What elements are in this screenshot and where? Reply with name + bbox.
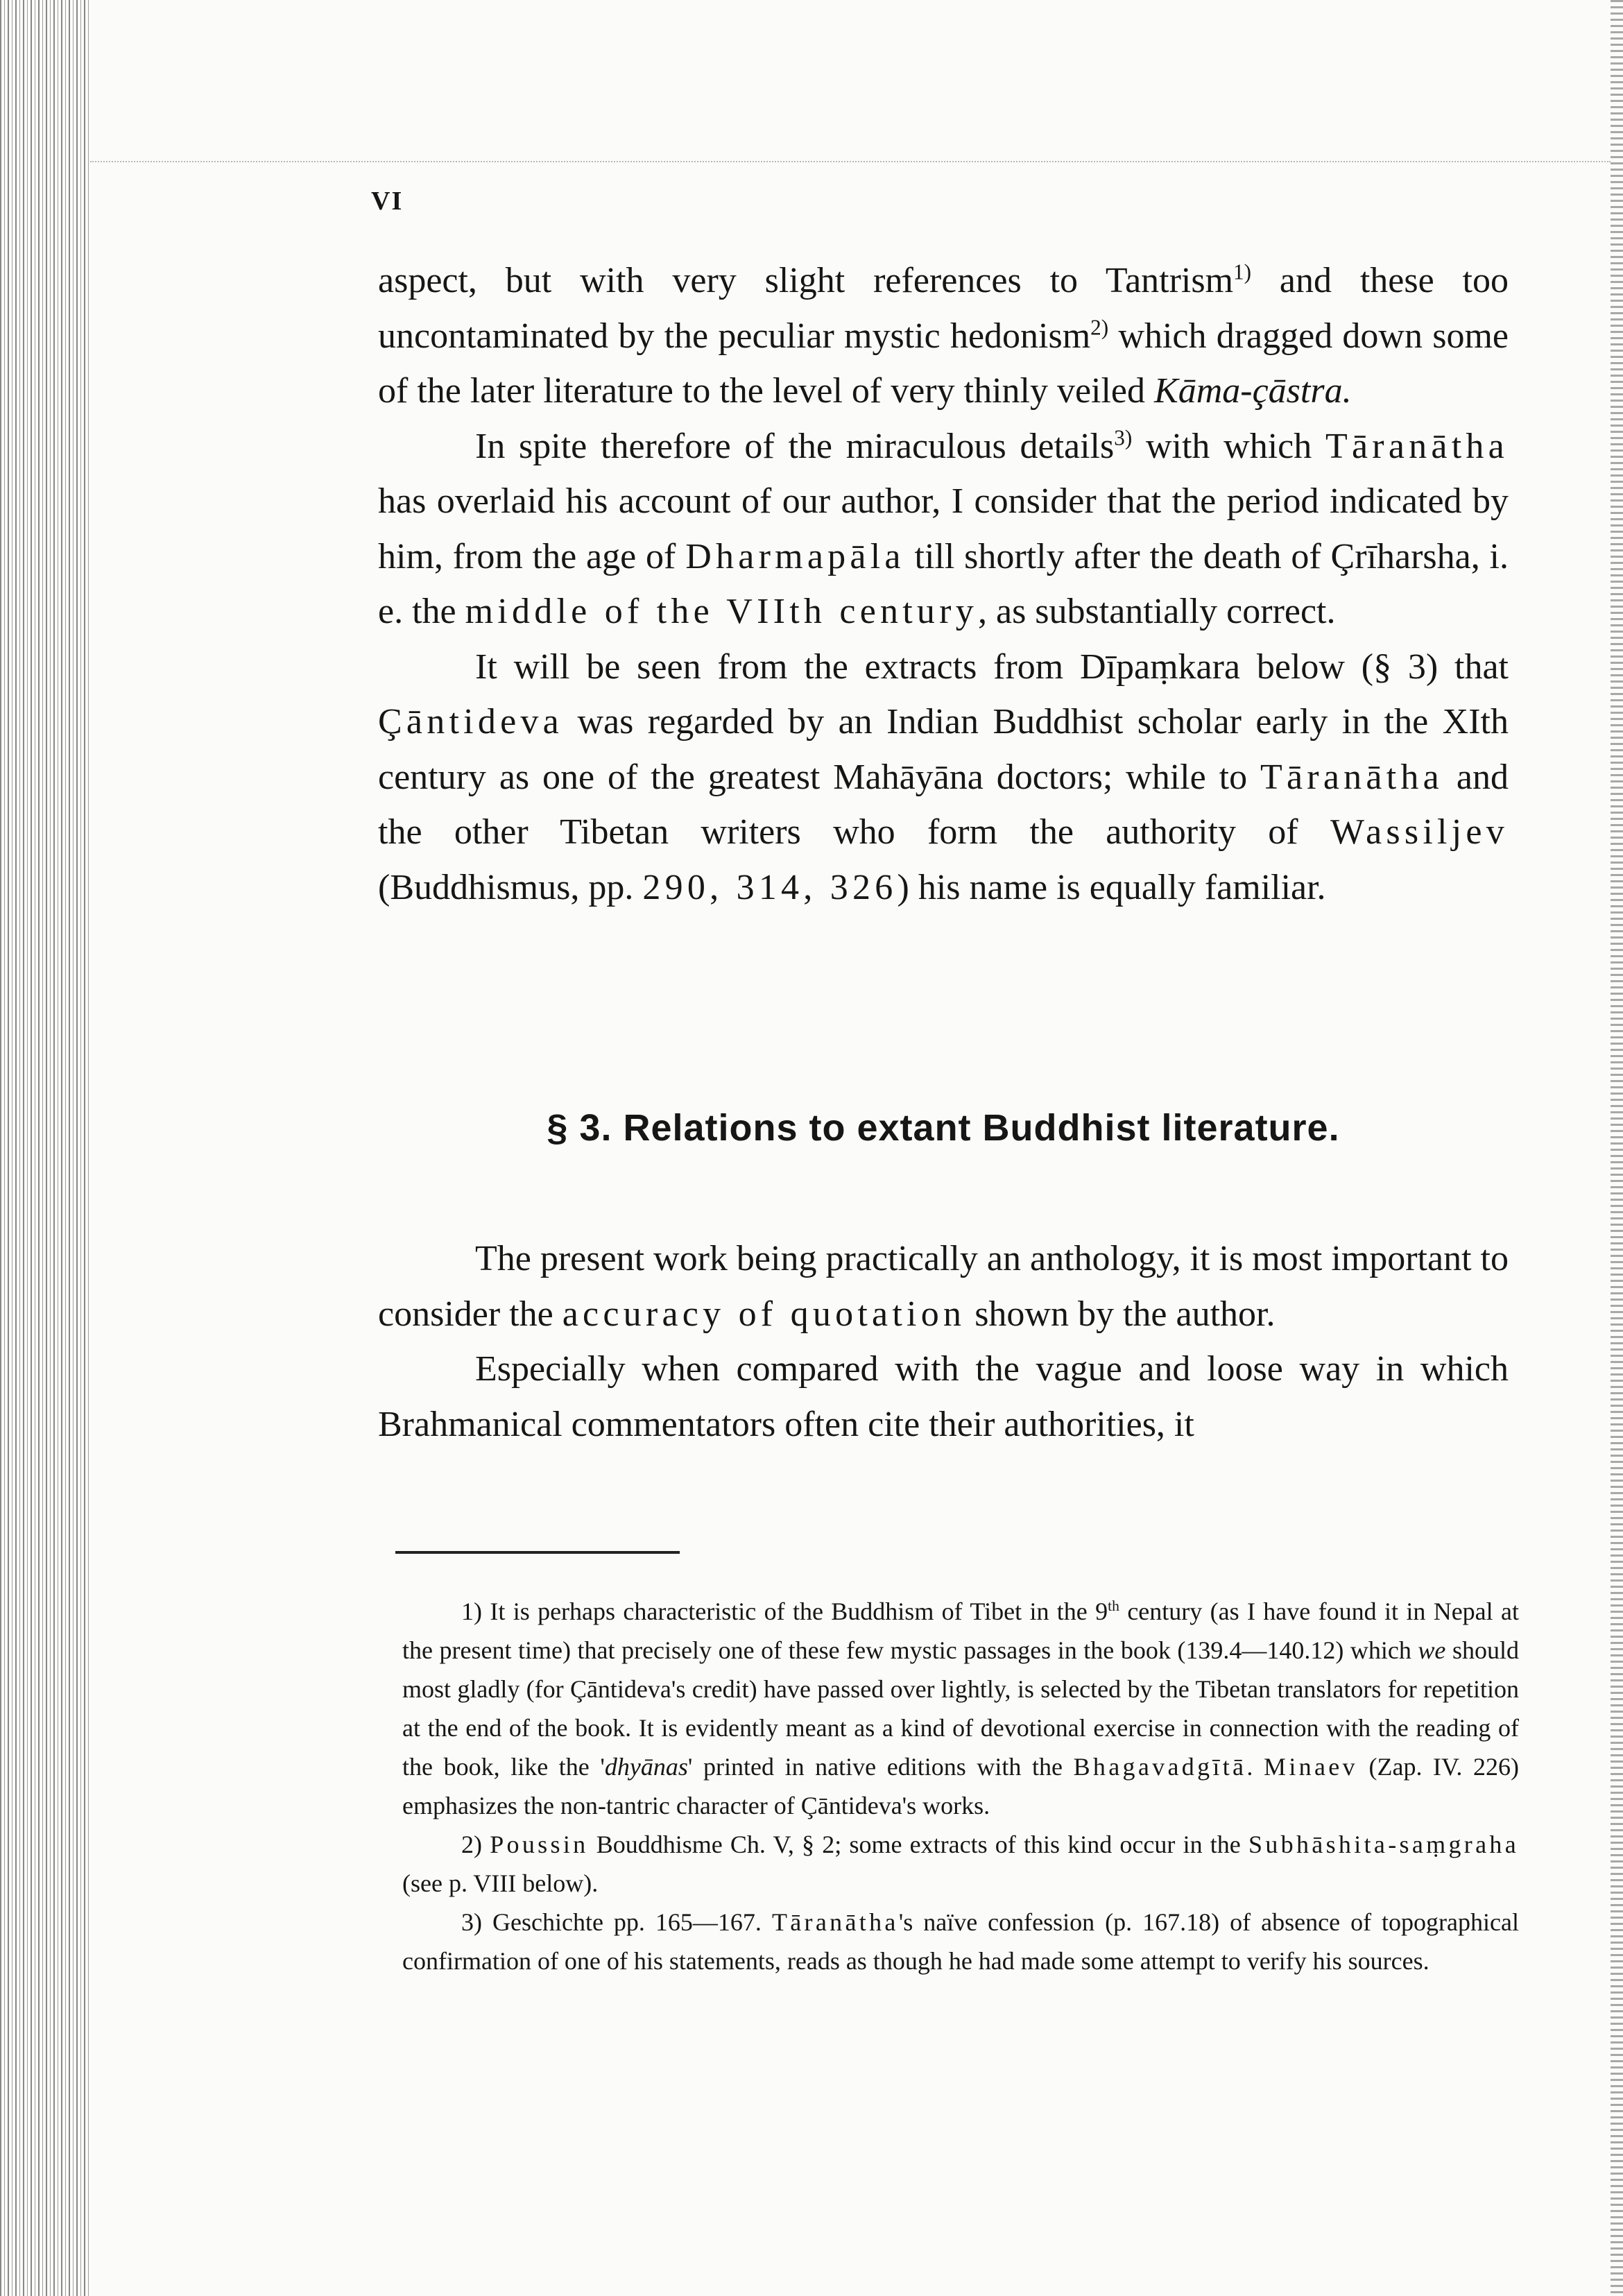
scan-margin-line bbox=[90, 161, 1611, 162]
footnote-1: 1) It is perhaps characteristic of the Buddhism of Tibet in the 9th century (as I have found it in Nepal at the present time) that precisely one of these few mystic passages in the book (139.4—140.12) which we should most gladly (for Çāntideva's credit) have passed over lightly, is selected by the Tibetan translators for repetition at the end of the book. It is evidently meant as a kind of devotional exercise in connection with the reading of the book, like the 'dhyānas' printed in native editions with the Bhagavadgītā. Minaev (Zap. IV. 226) emphasizes the non-tantric character of Çāntideva's works. bbox=[402, 1597, 1520, 1819]
footnote-separator bbox=[395, 1551, 680, 1554]
paragraph-3: It will be seen from the extracts from Dīpaṃkara below (§ 3) that Çāntideva was regarded by an Indian Buddhist scholar early in the XIth century as one of the greatest Mahāyāna doctors; while to Tāranātha and the other Tibetan writers who form the authority of Wassiljev (Buddhismus, pp. 290, 314, 326) his name is equally familiar. bbox=[378, 646, 1509, 907]
footnote-ref-3[interactable]: 3) bbox=[1114, 425, 1133, 450]
footnote-3: 3) Geschichte pp. 165—167. Tāranātha's naïve confession (p. 167.18) of absence of topographical confirmation of one of his statements, reads as though he had made some attempt to verify his sources. bbox=[402, 1908, 1519, 1975]
footnote-ref-2[interactable]: 2) bbox=[1090, 315, 1109, 340]
body-text-upper bbox=[378, 253, 1509, 915]
footnotes bbox=[402, 1592, 1519, 1980]
paragraph-5: Especially when compared with the vague and loose way in which Brahmanical commentators often cite their authorities, it bbox=[378, 1349, 1509, 1444]
page-number: VI bbox=[371, 187, 404, 216]
paragraph-4: The present work being practically an anthology, it is most important to consider the accuracy of quotation shown by the author. bbox=[378, 1239, 1509, 1334]
footnote-2: 2) Poussin Bouddhisme Ch. V, § 2; some extracts of this kind occur in the Subhāshita-saṃgraha (see p. VIII below). bbox=[402, 1831, 1519, 1897]
footnote-ref-1[interactable]: 1) bbox=[1233, 259, 1252, 284]
paragraph-1: aspect, but with very slight references to Tantrism$^{1)}$ and these too uncontaminated by the peculiar mystic hedonism$^{2)}$ which dragged down some of the later literature to the level of very thinly veiled Kāma-çāstra. bbox=[378, 259, 1509, 411]
page-right-edge bbox=[1611, 0, 1623, 2296]
body-text-lower bbox=[378, 1231, 1509, 1452]
book-spine-edge bbox=[0, 0, 90, 2296]
section-heading: § 3. Relations to extant Buddhist literature. bbox=[547, 1107, 1340, 1149]
paragraph-2: In spite therefore of the miraculous details$^{3)}$ with which Tāranātha has overlaid his account of our author, I consider that the period indicated by him, from the age of Dharmapāla till shortly after the death of Çrīharsha, i. e. the middle of the VIIth century, as substantially correct. bbox=[378, 425, 1509, 631]
